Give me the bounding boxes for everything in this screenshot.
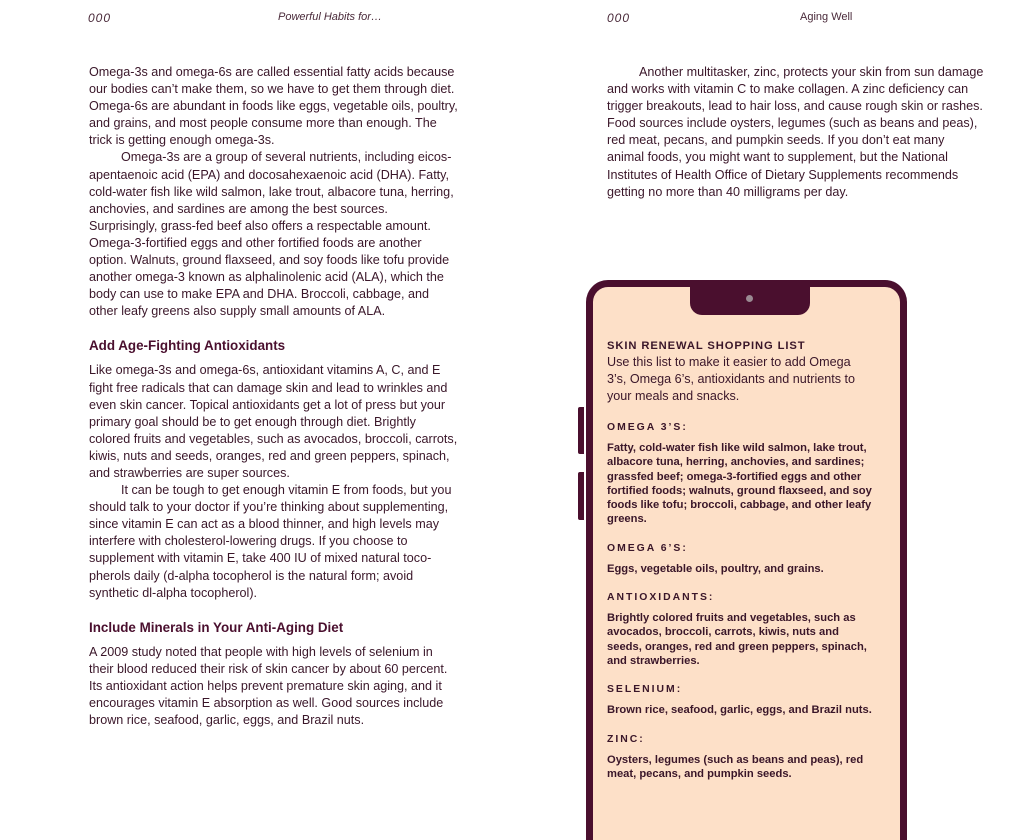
list-heading-omega-6: OMEGA 6’S: [607,542,688,554]
right-page-number: 000 [607,11,631,25]
right-running-title: Aging Well [800,11,853,23]
section-heading-minerals: Include Minerals in Your Anti-Aging Diet [89,619,344,635]
shopping-list-title: SKIN RENEWAL SHOPPING LIST [607,340,806,352]
list-heading-selenium: SELENIUM: [607,684,683,696]
phone-side-button [578,407,584,454]
paragraph: A 2009 study noted that people with high levels of selenium in their blood reduced their risk of skin cancer by about 60 percent. Its antioxidant action helps prevent premature skin aging, and it encourages vitamin E absorption as well. Good sources include brown rice, seafood, garlic, eggs, and Brazil nuts. [89,644,448,728]
left-page-number: 000 [88,11,112,25]
paragraph: Another multitasker, zinc, protects your skin from sun damage and works with vitamin C to make collagen. A zinc deficiency can trigger breakouts, lead to hair loss, and cause rough skin or rashes. Food sources include oysters, legumes (such as beans and peas), red meat, pecans, and pumpkin seeds. If you don’t eat many animal foods, you might want to supplement, but the National Institutes of Health Office of Dietary Supplements recommends getting no more than 40 milligrams per day. [607,65,984,199]
list-text-omega-6: Eggs, vegetable oils, poultry, and grains. [607,562,824,575]
phone-side-button [578,472,584,520]
list-heading-zinc: ZINC: [607,733,645,745]
shopping-list-intro: Use this list to make it easier to add Omega 3’s, Omega 6’s, antioxidants and nutrients to your meals and snacks. [607,355,856,403]
paragraph: It can be tough to get enough vitamin E from foods, but you should talk to your doctor if you’re thinking about supplementing, since vitamin E can act as a blood thinner, and high levels may interfere with cholesterol-lowering drugs. If you choose to supplement with vitamin E, take 400 IU of mixed natural tocopherols daily (d-alpha tocopherol is the natural form; avoid synthetic dl-alpha tocopherol). [89,483,452,600]
list-text-omega-3: Fatty, cold-water fish like wild salmon, lake trout, albacore tuna, herring, anchovies, and sardines; grassfed beef; omega-3-fortified eggs and other fortified foods; walnuts, ground flaxseed, and soy foods like tofu; broccoli, cabbage, and other leafy greens. [607,442,872,526]
list-heading-antioxidants: ANTIOXIDANTS: [607,592,715,604]
section-heading-antioxidants: Add Age-Fighting Antioxidants [89,338,286,354]
list-heading-omega-3: OMEGA 3’S: [607,422,688,433]
left-running-title: Powerful Habits for… [278,11,382,23]
shopping-list-sidebar [586,280,907,840]
paragraph: Omega-3s and omega-6s are called essential fatty acids because our bodies can’t make them, so we have to get them through diet. Omega-6s are abundant in foods like eggs, vegetable oils, poultry, and grains, and most people consume more than enough. The trick is getting enough omega-3s. [89,65,458,148]
left-column [89,64,459,729]
paragraph: Omega-3s are a group of several nutrients, including eicosapentaenoic acid (EPA) and docosahexaenoic acid (DHA). Fatty, cold-water fish like wild salmon, lake trout, albacore tuna, herring, anchovies, and sardines are among the best sources. Surprisingly, grass-fed beef also offers a respectable amount. Omega-3-fortified eggs and other fortified foods are another option. Walnuts, ground flaxseed, and soy foods like tofu provide another omega-3 known as alphalinolenic acid (ALA), which the body can use to make EPA and DHA. Broccoli, cabbage, and other leafy greens also supply small amounts of ALA. [89,150,454,319]
camera-icon [746,295,753,302]
right-column [607,64,985,201]
list-text-zinc: Oysters, legumes (such as beans and peas), red meat, pecans, and pumpkin seeds. [607,753,864,780]
list-text-selenium: Brown rice, seafood, garlic, eggs, and Brazil nuts. [607,704,872,717]
phone-notch [690,287,810,315]
shopping-list-content [607,339,872,781]
paragraph: Like omega-3s and omega-6s, antioxidant vitamins A, C, and E fight free radicals that can damage skin and lead to wrinkles and even skin cancer. Topical antioxidants get a lot of press but your primary goal should be to get enough through diet. Brightly colored fruits and vegetables, such as avocados, broccoli, carrots, kiwis, nuts and seeds, oranges, red and green peppers, spinach, and strawberries are super sources. [89,363,458,480]
list-text-antioxidants: Brightly colored fruits and vegetables, such as avocados, broccoli, carrots, kiwis, nuts and seeds, oranges, red and green peppers, spinach, and strawberries. [607,612,867,667]
